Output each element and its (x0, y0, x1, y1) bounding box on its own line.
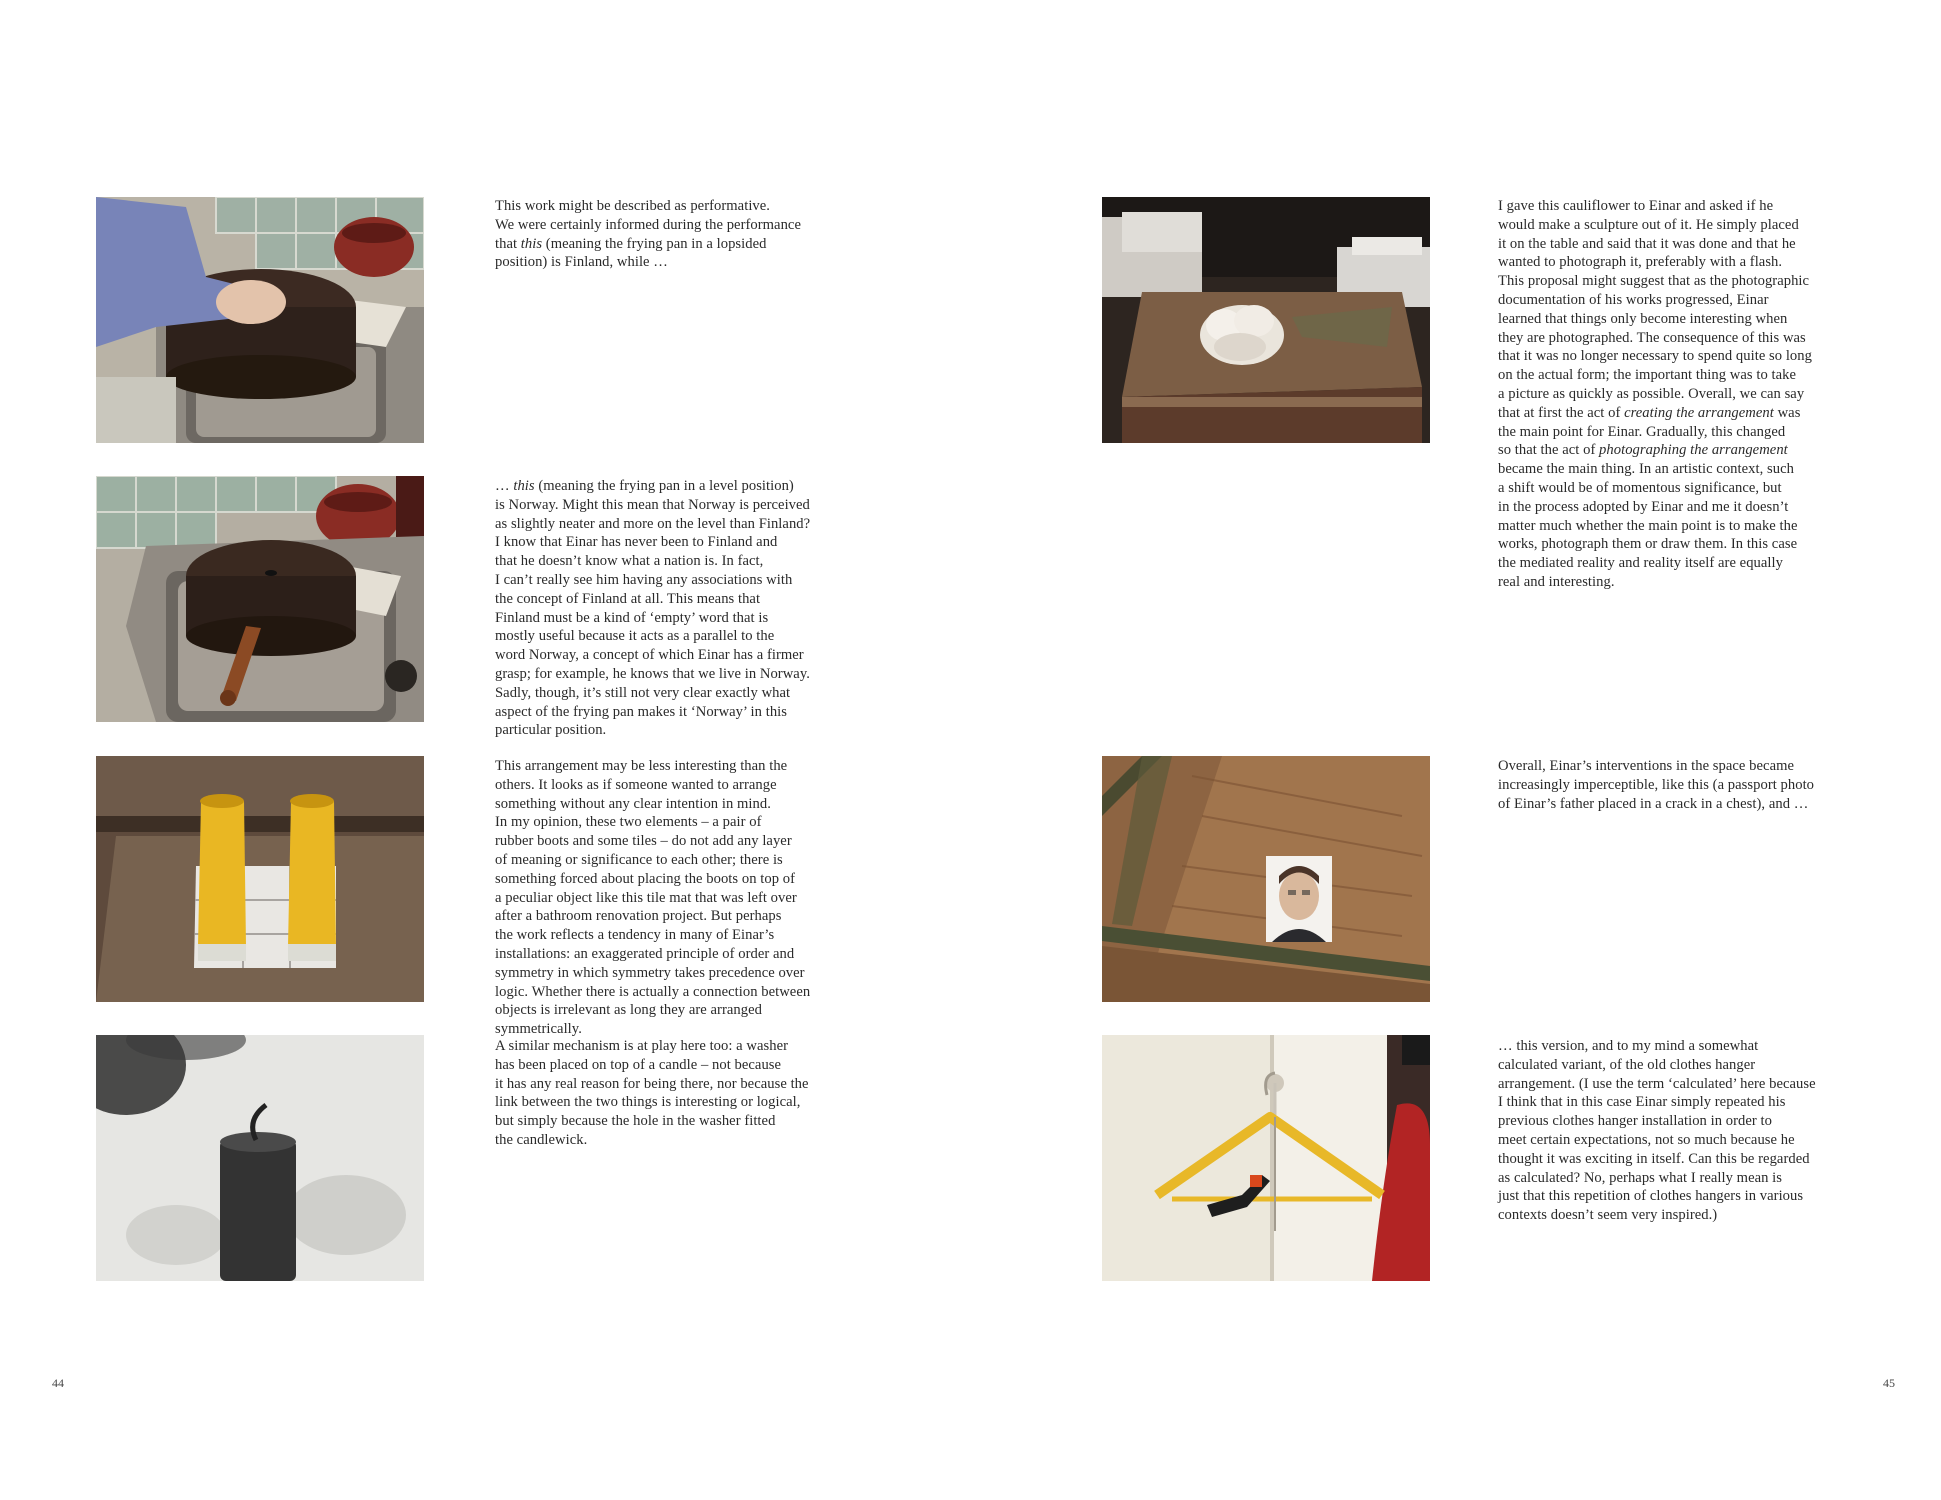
caption-text: was the main point for Einar. Gradually, this changed so that the act of (1498, 404, 1801, 459)
photo-frying-pan-lopsided (96, 197, 424, 443)
photo-frying-pan-level (96, 476, 424, 722)
caption-candle-washer (495, 1037, 865, 1150)
caption-text: (meaning the frying pan in a lopsided position) is Finland, while … (495, 235, 767, 271)
caption-frying-pan-lopsided (495, 197, 865, 272)
photo-rubber-boots (96, 756, 424, 1002)
photo-clothes-hanger (1102, 1035, 1430, 1281)
photo-candle-washer (96, 1035, 424, 1281)
caption-text: Overall, Einar’s interventions in the space became increasingly imperceptible, like this (a passport photo of Einar’s father placed in a crack in a chest), and … (1498, 758, 1815, 812)
caption-cauliflower (1498, 197, 1868, 592)
caption-text: … (495, 478, 514, 494)
caption-text: This work might be described as performative. We were certainly informed during the performance that (495, 198, 801, 252)
caption-text: A similar mechanism is at play here too: a washer has been placed on top of a candle – not because it has any real reason for being there, nor because the link between the two things is interesting or logical, but simply because the hole in the washer fitted the candlewick. (495, 1038, 809, 1148)
caption-text: … this version, and to my mind a somewhat calculated variant, of the old clothes hanger arrangement. (I use the term ‘calculated’ here because I think that in this case Einar simply repeated his previous clothes hanger installation in order to meet certain expectations, not so much because he thought it was exciting in itself. Can this be regarded as calculated? No, perhaps what I really mean is just that this repetition of clothes hangers in various contexts doesn’t seem very inspired.) (1498, 1038, 1816, 1224)
caption-emphasis: creating the arrangement (1624, 404, 1774, 421)
caption-emphasis: this (513, 478, 535, 494)
caption-emphasis: photographing the arrangement (1599, 442, 1788, 459)
page-number-right: 45 (1883, 1376, 1895, 1390)
caption-clothes-hanger (1498, 1037, 1868, 1225)
caption-text: (meaning the frying pan in a level position) is Norway. Might this mean that Norway is perceived as slightly neater and more on the level than Finland? I know that Einar has never been to Finland and that he doesn’t know what a nation is. In fact, I can’t really see him having any associations with the concept of Finland at all. This means that Finland must be a kind of ‘empty’ word that is mostly useful because it acts as a parallel to the word Norway, a concept of which Einar has a firmer grasp; for example, he knows that we live in Norway. Sadly, though, it’s still not very clear exactly what aspect of the frying pan makes it ‘Norway’ in this particular position. (495, 478, 811, 739)
caption-text: became the main thing. In an artistic context, such a shift would be of momentous significance, but in the process adopted by Einar and me it doesn’t matter much whether the main point is to make the works, photograph them or draw them. In this case the mediated reality and reality itself are equally real and interesting. (1498, 461, 1798, 590)
photo-cauliflower (1102, 197, 1430, 443)
caption-passport-in-chest (1498, 757, 1868, 813)
page-number-left: 44 (52, 1376, 64, 1390)
caption-text: I gave this cauliflower to Einar and asked if he would make a sculpture out of it. He simply placed it on the table and said that it was done and that he wanted to photograph it, preferably with a flash. This proposal might suggest that as the photographic documentation of his works progressed, Einar learned that things only become interesting when they are photographed. The consequence of this was that it was no longer necessary to spend quite so long on the actual form; the important thing was to take a picture as quickly as possible. Overall, we can say that at first the act of (1498, 198, 1812, 421)
caption-frying-pan-level (495, 477, 865, 740)
photo-passport-in-chest (1102, 756, 1430, 1002)
caption-rubber-boots (495, 757, 865, 1039)
caption-emphasis: this (520, 235, 543, 252)
caption-text: This arrangement may be less interesting than the others. It looks as if someone wanted to arrange something without any clear intention in mind. In my opinion, these two elements – a pair of rubber boots and some tiles – do not add any layer of meaning or significance to each other; there is something forced about placing the boots on top of a peculiar object like this tile mat that was left over after a bathroom renovation project. But perhaps the work reflects a tendency in many of Einar’s installations: an exaggerated principle of order and symmetry in which symmetry takes precedence over logic. Whether there is actually a connection between objects is irrelevant as long they are arranged symmetrically. (495, 758, 811, 1038)
